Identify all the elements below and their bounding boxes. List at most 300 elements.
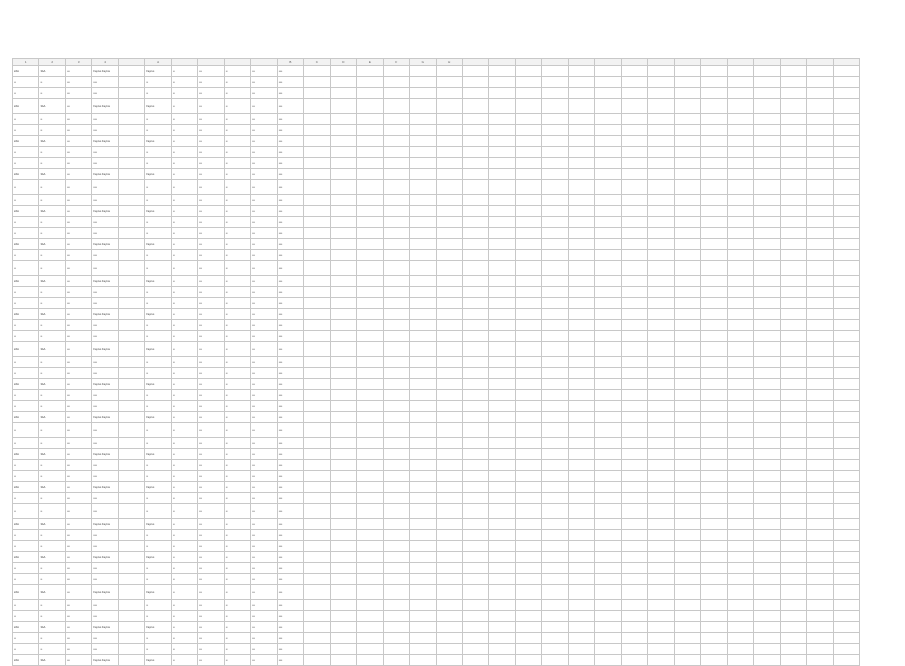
table-cell[interactable]: ••• (198, 77, 224, 88)
table-cell[interactable]: •• (224, 379, 250, 390)
table-cell[interactable] (304, 379, 330, 390)
table-cell[interactable]: •• (39, 423, 65, 438)
table-cell[interactable] (410, 169, 436, 180)
table-cell[interactable] (727, 342, 753, 357)
table-cell[interactable]: •• (224, 655, 250, 666)
table-cell[interactable] (515, 228, 541, 239)
table-cell[interactable] (701, 600, 727, 611)
table-cell[interactable] (780, 438, 806, 449)
table-cell[interactable] (595, 585, 621, 600)
table-cell[interactable]: •• (13, 287, 39, 298)
table-cell[interactable] (304, 600, 330, 611)
table-cell[interactable]: Fayrus (145, 66, 171, 77)
table-cell[interactable]: ••• (65, 287, 91, 298)
table-cell[interactable]: •••• (277, 114, 303, 125)
table-cell[interactable]: •• (171, 228, 197, 239)
table-cell[interactable]: •••• (92, 493, 118, 504)
table-cell[interactable] (833, 493, 859, 504)
column-header-cell[interactable] (701, 59, 727, 66)
table-cell[interactable] (542, 552, 568, 563)
table-cell[interactable]: ••• (65, 574, 91, 585)
table-cell[interactable]: •• (145, 493, 171, 504)
table-cell[interactable] (674, 169, 700, 180)
table-cell[interactable] (118, 276, 144, 287)
table-cell[interactable] (515, 195, 541, 206)
table-cell[interactable] (383, 357, 409, 368)
table-cell[interactable] (701, 563, 727, 574)
table-cell[interactable]: •• (13, 600, 39, 611)
table-cell[interactable] (357, 611, 383, 622)
table-cell[interactable] (595, 158, 621, 169)
table-cell[interactable] (542, 147, 568, 158)
table-cell[interactable] (807, 261, 833, 276)
table-cell[interactable] (595, 412, 621, 423)
table-cell[interactable]: ••• (65, 655, 91, 666)
table-cell[interactable]: •• (224, 88, 250, 99)
table-cell[interactable] (357, 206, 383, 217)
table-cell[interactable]: •••• (92, 611, 118, 622)
table-cell[interactable] (648, 460, 674, 471)
table-cell[interactable]: •• (171, 412, 197, 423)
table-cell[interactable] (383, 276, 409, 287)
table-cell[interactable]: •• (224, 77, 250, 88)
table-cell[interactable] (489, 552, 515, 563)
column-header-cell[interactable]: H (436, 59, 462, 66)
table-cell[interactable] (754, 217, 780, 228)
table-cell[interactable] (833, 309, 859, 320)
table-cell[interactable]: •• (13, 574, 39, 585)
table-cell[interactable] (807, 342, 833, 357)
table-cell[interactable]: •••• (277, 342, 303, 357)
table-cell[interactable]: 3AA (39, 239, 65, 250)
table-cell[interactable] (833, 180, 859, 195)
table-cell[interactable]: •••• (92, 471, 118, 482)
table-cell[interactable]: ••• (65, 600, 91, 611)
table-cell[interactable]: 3AA (39, 276, 65, 287)
table-cell[interactable]: Fayrus (145, 239, 171, 250)
table-cell[interactable] (118, 180, 144, 195)
table-cell[interactable] (489, 320, 515, 331)
table-cell[interactable] (701, 390, 727, 401)
table-cell[interactable]: •• (171, 125, 197, 136)
table-cell[interactable] (542, 585, 568, 600)
table-cell[interactable]: •• (39, 228, 65, 239)
table-cell[interactable] (648, 287, 674, 298)
table-cell[interactable]: ••• (251, 493, 277, 504)
table-cell[interactable] (383, 563, 409, 574)
table-cell[interactable]: Fayrus (145, 342, 171, 357)
table-cell[interactable] (489, 541, 515, 552)
table-cell[interactable] (436, 99, 462, 114)
table-cell[interactable] (833, 460, 859, 471)
column-header-cell[interactable]: G (410, 59, 436, 66)
table-cell[interactable] (489, 331, 515, 342)
table-cell[interactable] (648, 574, 674, 585)
table-cell[interactable]: •• (145, 147, 171, 158)
table-cell[interactable] (701, 331, 727, 342)
table-cell[interactable]: •• (39, 261, 65, 276)
table-cell[interactable]: •••• (277, 622, 303, 633)
table-cell[interactable]: •• (171, 180, 197, 195)
table-cell[interactable] (542, 622, 568, 633)
table-cell[interactable] (462, 611, 488, 622)
table-cell[interactable] (489, 195, 515, 206)
table-cell[interactable] (727, 644, 753, 655)
table-cell[interactable] (118, 655, 144, 666)
table-cell[interactable] (410, 136, 436, 147)
table-cell[interactable] (304, 77, 330, 88)
table-cell[interactable] (357, 504, 383, 519)
table-cell[interactable] (701, 552, 727, 563)
table-cell[interactable] (727, 493, 753, 504)
table-cell[interactable]: •• (13, 368, 39, 379)
table-cell[interactable] (727, 147, 753, 158)
table-cell[interactable] (118, 449, 144, 460)
table-cell[interactable] (621, 99, 647, 114)
table-cell[interactable] (780, 622, 806, 633)
table-cell[interactable] (357, 401, 383, 412)
table-cell[interactable] (621, 390, 647, 401)
table-cell[interactable] (674, 217, 700, 228)
table-cell[interactable] (674, 438, 700, 449)
table-cell[interactable] (595, 471, 621, 482)
table-cell[interactable] (648, 482, 674, 493)
table-cell[interactable]: •• (224, 250, 250, 261)
table-cell[interactable] (489, 309, 515, 320)
table-cell[interactable] (330, 77, 356, 88)
table-cell[interactable] (780, 482, 806, 493)
table-cell[interactable]: ••• (198, 379, 224, 390)
table-cell[interactable]: •••• (92, 644, 118, 655)
table-cell[interactable]: ••• (198, 180, 224, 195)
table-cell[interactable] (118, 239, 144, 250)
table-cell[interactable] (410, 493, 436, 504)
table-cell[interactable] (754, 298, 780, 309)
table-cell[interactable] (357, 438, 383, 449)
table-cell[interactable] (621, 574, 647, 585)
table-cell[interactable] (542, 88, 568, 99)
table-cell[interactable] (410, 438, 436, 449)
table-cell[interactable]: 3AA (39, 552, 65, 563)
table-cell[interactable] (515, 482, 541, 493)
table-cell[interactable]: Fayrus (145, 412, 171, 423)
table-cell[interactable]: •• (224, 622, 250, 633)
table-cell[interactable] (648, 357, 674, 368)
table-cell[interactable] (462, 655, 488, 666)
table-cell[interactable] (330, 147, 356, 158)
table-cell[interactable] (304, 574, 330, 585)
table-cell[interactable] (304, 342, 330, 357)
table-cell[interactable]: ••• (65, 250, 91, 261)
table-cell[interactable] (807, 195, 833, 206)
table-cell[interactable] (807, 114, 833, 125)
table-cell[interactable] (701, 217, 727, 228)
table-cell[interactable] (462, 147, 488, 158)
table-cell[interactable] (833, 136, 859, 147)
table-cell[interactable]: ••• (198, 261, 224, 276)
table-cell[interactable] (383, 585, 409, 600)
table-cell[interactable] (780, 287, 806, 298)
table-cell[interactable] (462, 239, 488, 250)
table-cell[interactable]: ••• (198, 633, 224, 644)
table-cell[interactable]: •• (39, 114, 65, 125)
table-cell[interactable]: ••• (198, 655, 224, 666)
table-cell[interactable]: •• (171, 368, 197, 379)
table-cell[interactable] (462, 633, 488, 644)
table-cell[interactable] (621, 611, 647, 622)
table-cell[interactable] (807, 493, 833, 504)
table-cell[interactable] (727, 261, 753, 276)
table-cell[interactable] (833, 125, 859, 136)
table-cell[interactable] (674, 563, 700, 574)
table-cell[interactable] (727, 195, 753, 206)
table-cell[interactable]: •• (171, 357, 197, 368)
table-cell[interactable] (568, 195, 594, 206)
table-cell[interactable]: •••• (277, 471, 303, 482)
table-cell[interactable]: •• (224, 331, 250, 342)
table-cell[interactable] (648, 633, 674, 644)
table-cell[interactable] (357, 239, 383, 250)
table-cell[interactable] (489, 423, 515, 438)
table-cell[interactable]: ••• (198, 125, 224, 136)
table-cell[interactable] (727, 611, 753, 622)
table-cell[interactable] (383, 195, 409, 206)
table-cell[interactable] (462, 99, 488, 114)
table-cell[interactable] (357, 493, 383, 504)
table-cell[interactable] (489, 471, 515, 482)
table-cell[interactable]: •• (171, 563, 197, 574)
table-cell[interactable] (330, 493, 356, 504)
table-cell[interactable] (754, 88, 780, 99)
table-cell[interactable] (118, 611, 144, 622)
table-cell[interactable] (357, 261, 383, 276)
table-cell[interactable]: •• (171, 77, 197, 88)
table-cell[interactable]: •• (224, 563, 250, 574)
table-cell[interactable] (462, 169, 488, 180)
table-cell[interactable]: ••• (65, 239, 91, 250)
table-cell[interactable]: •• (224, 276, 250, 287)
table-cell[interactable] (542, 644, 568, 655)
table-cell[interactable] (330, 276, 356, 287)
table-cell[interactable] (754, 655, 780, 666)
table-cell[interactable] (595, 633, 621, 644)
table-cell[interactable] (648, 519, 674, 530)
table-cell[interactable] (304, 611, 330, 622)
table-cell[interactable] (568, 644, 594, 655)
table-cell[interactable] (701, 276, 727, 287)
table-cell[interactable]: •••• (277, 195, 303, 206)
table-cell[interactable] (780, 320, 806, 331)
table-cell[interactable] (674, 114, 700, 125)
table-cell[interactable]: •• (171, 309, 197, 320)
table-cell[interactable] (727, 563, 753, 574)
table-cell[interactable] (410, 655, 436, 666)
table-cell[interactable] (330, 195, 356, 206)
table-cell[interactable] (383, 206, 409, 217)
table-cell[interactable]: •••• (92, 438, 118, 449)
table-cell[interactable] (701, 611, 727, 622)
table-cell[interactable] (648, 563, 674, 574)
table-cell[interactable] (357, 471, 383, 482)
table-cell[interactable]: ••• (251, 147, 277, 158)
table-cell[interactable]: •• (39, 493, 65, 504)
table-cell[interactable] (701, 574, 727, 585)
table-cell[interactable] (674, 287, 700, 298)
table-cell[interactable] (674, 158, 700, 169)
table-cell[interactable]: •••• (277, 563, 303, 574)
table-cell[interactable]: •••• (277, 287, 303, 298)
table-cell[interactable] (410, 519, 436, 530)
table-cell[interactable] (807, 644, 833, 655)
table-cell[interactable] (515, 401, 541, 412)
table-cell[interactable]: ••• (251, 298, 277, 309)
table-cell[interactable]: ••• (251, 217, 277, 228)
table-cell[interactable]: •••• (277, 401, 303, 412)
table-cell[interactable]: •• (145, 471, 171, 482)
table-cell[interactable]: •• (145, 611, 171, 622)
column-header-cell[interactable]: A (145, 59, 171, 66)
table-cell[interactable] (780, 342, 806, 357)
table-cell[interactable] (648, 298, 674, 309)
table-cell[interactable]: ••• (65, 482, 91, 493)
table-cell[interactable] (648, 99, 674, 114)
table-cell[interactable] (383, 449, 409, 460)
table-cell[interactable] (674, 147, 700, 158)
table-cell[interactable] (436, 206, 462, 217)
table-cell[interactable] (410, 574, 436, 585)
table-cell[interactable] (674, 574, 700, 585)
table-cell[interactable] (118, 585, 144, 600)
table-cell[interactable] (304, 449, 330, 460)
table-cell[interactable] (542, 412, 568, 423)
table-cell[interactable] (807, 125, 833, 136)
table-cell[interactable] (304, 644, 330, 655)
table-cell[interactable]: •••• (277, 655, 303, 666)
table-cell[interactable] (568, 125, 594, 136)
table-cell[interactable] (410, 611, 436, 622)
table-cell[interactable] (436, 195, 462, 206)
table-cell[interactable]: ••• (198, 239, 224, 250)
table-cell[interactable]: 2AA (13, 585, 39, 600)
table-cell[interactable] (357, 331, 383, 342)
table-cell[interactable]: •• (224, 217, 250, 228)
table-cell[interactable] (674, 390, 700, 401)
table-cell[interactable] (330, 309, 356, 320)
table-cell[interactable]: 2AA (13, 342, 39, 357)
table-cell[interactable]: ••• (198, 206, 224, 217)
table-cell[interactable] (754, 357, 780, 368)
table-cell[interactable] (436, 368, 462, 379)
table-cell[interactable] (701, 482, 727, 493)
table-cell[interactable] (357, 519, 383, 530)
table-cell[interactable] (727, 449, 753, 460)
table-cell[interactable]: ••• (198, 449, 224, 460)
table-cell[interactable] (515, 519, 541, 530)
table-cell[interactable] (674, 77, 700, 88)
table-cell[interactable] (674, 644, 700, 655)
table-cell[interactable] (621, 217, 647, 228)
table-cell[interactable]: ••• (198, 88, 224, 99)
table-cell[interactable] (780, 519, 806, 530)
table-cell[interactable] (118, 217, 144, 228)
table-cell[interactable]: ••• (198, 460, 224, 471)
table-cell[interactable] (568, 585, 594, 600)
table-cell[interactable]: ••• (251, 125, 277, 136)
table-cell[interactable] (515, 530, 541, 541)
table-cell[interactable] (674, 298, 700, 309)
table-cell[interactable] (780, 423, 806, 438)
table-cell[interactable] (436, 611, 462, 622)
table-cell[interactable] (727, 206, 753, 217)
table-cell[interactable] (754, 125, 780, 136)
table-cell[interactable]: •••• (277, 228, 303, 239)
table-cell[interactable] (568, 331, 594, 342)
table-cell[interactable] (462, 276, 488, 287)
table-cell[interactable]: ••• (65, 622, 91, 633)
table-cell[interactable] (383, 125, 409, 136)
table-cell[interactable] (304, 412, 330, 423)
table-cell[interactable] (383, 298, 409, 309)
table-cell[interactable] (357, 180, 383, 195)
table-cell[interactable]: •••• (277, 88, 303, 99)
table-cell[interactable] (621, 460, 647, 471)
table-cell[interactable] (568, 309, 594, 320)
table-cell[interactable]: •• (145, 114, 171, 125)
table-cell[interactable] (383, 77, 409, 88)
table-cell[interactable] (621, 158, 647, 169)
table-cell[interactable]: ••• (251, 195, 277, 206)
table-cell[interactable] (754, 574, 780, 585)
table-cell[interactable]: •• (145, 390, 171, 401)
table-cell[interactable] (701, 88, 727, 99)
table-cell[interactable]: ••• (65, 390, 91, 401)
table-cell[interactable]: Fayrus (145, 482, 171, 493)
table-cell[interactable]: ••• (65, 276, 91, 287)
table-cell[interactable] (780, 644, 806, 655)
table-cell[interactable] (304, 309, 330, 320)
table-cell[interactable] (595, 552, 621, 563)
table-cell[interactable] (357, 99, 383, 114)
table-cell[interactable] (701, 66, 727, 77)
table-cell[interactable] (489, 287, 515, 298)
table-cell[interactable] (489, 136, 515, 147)
table-cell[interactable]: ••• (251, 655, 277, 666)
table-cell[interactable] (410, 206, 436, 217)
table-cell[interactable] (807, 482, 833, 493)
table-cell[interactable]: ••• (251, 261, 277, 276)
table-cell[interactable]: ••• (65, 298, 91, 309)
table-cell[interactable]: •••• (92, 460, 118, 471)
table-cell[interactable]: •• (39, 357, 65, 368)
table-cell[interactable]: •••• (277, 298, 303, 309)
table-cell[interactable] (462, 217, 488, 228)
table-cell[interactable] (595, 88, 621, 99)
table-cell[interactable] (357, 390, 383, 401)
table-cell[interactable] (436, 276, 462, 287)
table-cell[interactable] (410, 114, 436, 125)
table-cell[interactable] (410, 504, 436, 519)
table-cell[interactable] (515, 206, 541, 217)
table-cell[interactable]: •• (13, 471, 39, 482)
table-cell[interactable] (410, 147, 436, 158)
table-cell[interactable] (595, 169, 621, 180)
table-cell[interactable] (410, 460, 436, 471)
table-cell[interactable] (515, 574, 541, 585)
table-cell[interactable] (410, 644, 436, 655)
table-cell[interactable] (648, 655, 674, 666)
table-cell[interactable]: Fayrus (145, 169, 171, 180)
table-cell[interactable]: ••• (65, 541, 91, 552)
